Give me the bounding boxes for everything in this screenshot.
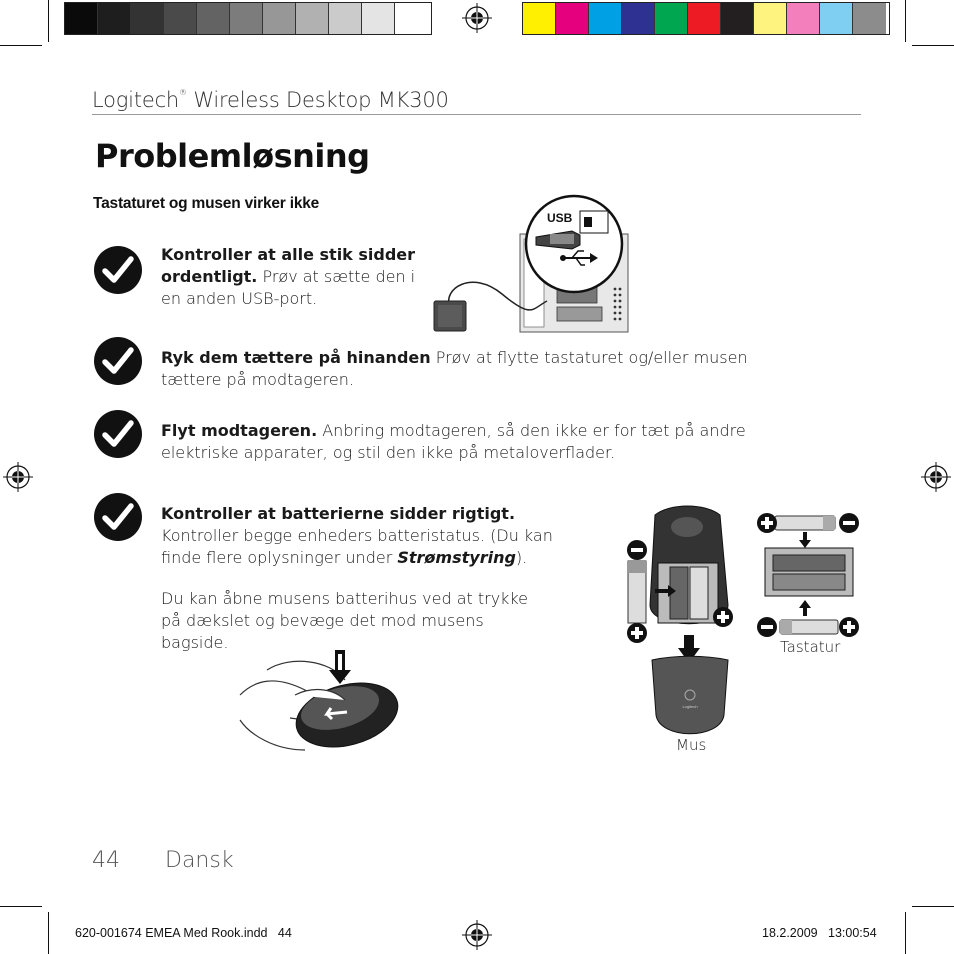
color-swatch bbox=[230, 3, 263, 34]
color-swatch bbox=[556, 3, 589, 34]
color-swatch bbox=[164, 3, 197, 34]
page-language: Dansk bbox=[165, 848, 234, 873]
color-swatch bbox=[296, 3, 329, 34]
mouse-caption: Mus bbox=[676, 736, 707, 754]
color-swatch bbox=[688, 3, 721, 34]
crop-mark bbox=[912, 906, 954, 907]
item-reference: Strømstyring bbox=[397, 548, 516, 567]
checkmark-icon bbox=[93, 245, 143, 295]
slug-file-info: 620-001674 EMEA Med Rook.indd 44 bbox=[75, 926, 292, 940]
crop-mark bbox=[905, 912, 906, 954]
color-swatch bbox=[655, 3, 688, 34]
checkmark-icon bbox=[93, 336, 143, 386]
brand-name: Logitech bbox=[92, 88, 180, 112]
item-text: Prøv at flytte tastaturet og/eller musen tættere på modtageren. bbox=[161, 348, 748, 389]
note-text: Du kan åbne musens batterihus ved at trykke på dækslet og bevæge det mod musens bagside. bbox=[161, 589, 528, 652]
registration-mark-icon bbox=[462, 920, 492, 950]
battery-cover-note bbox=[161, 588, 551, 654]
crop-mark bbox=[0, 906, 42, 907]
keyboard-battery-illustration bbox=[755, 510, 865, 640]
registration-mark-icon bbox=[3, 462, 33, 492]
crop-mark bbox=[905, 0, 906, 42]
usb-label: USB bbox=[547, 211, 573, 225]
item-heading: Kontroller at alle stik sidder ordentligt. bbox=[161, 245, 416, 286]
troubleshoot-item-3 bbox=[161, 420, 811, 464]
page-title: Problemløsning bbox=[95, 137, 370, 175]
color-swatch bbox=[362, 3, 395, 34]
crop-mark bbox=[912, 45, 954, 46]
color-swatch bbox=[98, 3, 131, 34]
item-text-end: ). bbox=[515, 548, 528, 567]
slug-date-info: 18.2.2009 13:00:54 bbox=[762, 926, 877, 940]
product-header bbox=[92, 88, 449, 112]
item-heading: Flyt modtageren. bbox=[161, 421, 318, 440]
color-swatch bbox=[721, 3, 754, 34]
item-text: Anbring modtageren, så den ikke er for tæt på andre elektriske apparater, og stil den ikke på metaloverflader. bbox=[161, 421, 746, 462]
hand-mouse-illustration bbox=[235, 650, 405, 760]
usb-receiver-illustration bbox=[432, 189, 632, 334]
crop-mark bbox=[0, 45, 42, 46]
color-swatch bbox=[787, 3, 820, 34]
item-heading: Ryk dem tættere på hinanden bbox=[161, 348, 431, 367]
troubleshoot-item-2 bbox=[161, 347, 801, 391]
color-swatch bbox=[853, 3, 886, 34]
troubleshoot-item-1 bbox=[161, 244, 431, 310]
color-swatch bbox=[65, 3, 98, 34]
color-swatch bbox=[329, 3, 362, 34]
item-heading: Kontroller at batterierne sidder rigtigt. bbox=[161, 504, 516, 523]
item-text: Prøv at sætte den i en anden USB-port. bbox=[161, 267, 416, 308]
crop-mark bbox=[48, 912, 49, 954]
checkmark-icon bbox=[93, 492, 143, 542]
troubleshoot-item-4 bbox=[161, 503, 591, 569]
registration-mark-icon bbox=[462, 3, 492, 33]
header-rule bbox=[92, 114, 861, 115]
color-swatch bbox=[131, 3, 164, 34]
registered-mark: ® bbox=[179, 88, 187, 97]
color-swatch bbox=[754, 3, 787, 34]
mouse-logo-text: Logitech bbox=[682, 704, 698, 709]
color-swatch bbox=[523, 3, 556, 34]
keyboard-caption: Tastatur bbox=[780, 638, 841, 656]
section-subtitle: Tastaturet og musen virker ikke bbox=[93, 195, 320, 212]
color-swatch bbox=[263, 3, 296, 34]
color-swatch bbox=[395, 3, 428, 34]
mouse-battery-illustration bbox=[620, 505, 750, 740]
color-swatch bbox=[589, 3, 622, 34]
crop-mark bbox=[48, 0, 49, 42]
checkmark-icon bbox=[93, 409, 143, 459]
color-swatch bbox=[622, 3, 655, 34]
grayscale-color-bar bbox=[64, 2, 432, 35]
color-swatch bbox=[820, 3, 853, 34]
registration-mark-icon bbox=[921, 462, 951, 492]
process-color-bar bbox=[522, 2, 890, 35]
color-swatch bbox=[197, 3, 230, 34]
page-number: 44 bbox=[92, 848, 120, 873]
product-name: Wireless Desktop MK300 bbox=[186, 88, 449, 112]
item-text: Kontroller begge enheders batteristatus. (Du kan finde flere oplysninger under bbox=[161, 526, 553, 567]
